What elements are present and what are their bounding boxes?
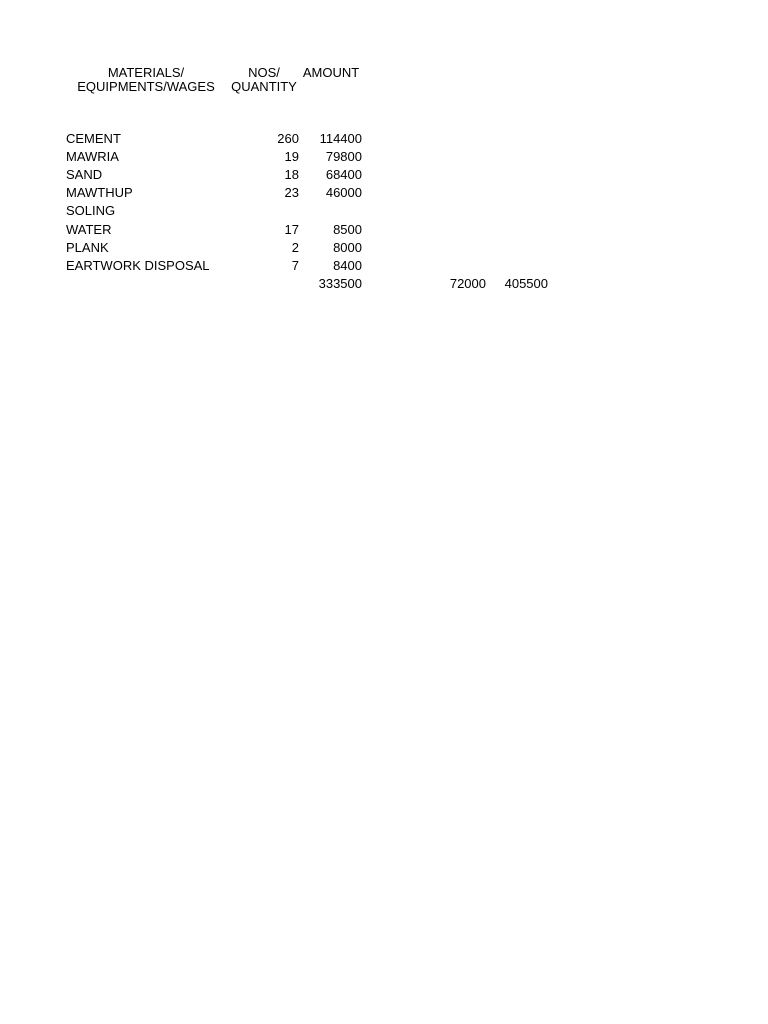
item-amount: 46000 bbox=[325, 185, 362, 200]
item-amount: 79800 bbox=[325, 149, 362, 164]
amount-total: 333500 bbox=[318, 276, 362, 291]
header-amount: AMOUNT bbox=[302, 65, 360, 80]
item-name: CEMENT bbox=[66, 131, 121, 146]
item-qty: 2 bbox=[291, 240, 299, 255]
item-qty: 260 bbox=[277, 131, 299, 146]
item-qty: 19 bbox=[284, 149, 299, 164]
item-qty: 18 bbox=[284, 167, 299, 182]
item-amount: 68400 bbox=[325, 167, 362, 182]
item-qty: 7 bbox=[291, 258, 299, 273]
item-name: MAWTHUP bbox=[66, 185, 133, 200]
header-qty-line1: NOS/ bbox=[248, 65, 280, 80]
item-name: MAWRIA bbox=[66, 149, 119, 164]
header-materials-line1: MATERIALS/ bbox=[107, 65, 185, 80]
item-name: WATER bbox=[66, 222, 112, 237]
item-name: SOLING bbox=[66, 203, 116, 218]
item-qty: 23 bbox=[284, 185, 299, 200]
item-amount: 8000 bbox=[333, 240, 362, 255]
header-qty-line2: QUANTITY bbox=[231, 79, 297, 94]
extra-amount: 72000 bbox=[449, 276, 486, 291]
item-qty: 17 bbox=[284, 222, 299, 237]
item-name: PLANK bbox=[66, 240, 109, 255]
header-materials-line2: EQUIPMENTS/WAGES bbox=[77, 79, 215, 94]
item-amount: 114400 bbox=[319, 131, 362, 146]
item-name: EARTWORK DISPOSAL bbox=[66, 258, 210, 273]
item-amount: 8400 bbox=[333, 258, 362, 273]
item-name: SAND bbox=[66, 167, 103, 182]
item-amount: 8500 bbox=[333, 222, 362, 237]
grand-total: 405500 bbox=[504, 276, 548, 291]
